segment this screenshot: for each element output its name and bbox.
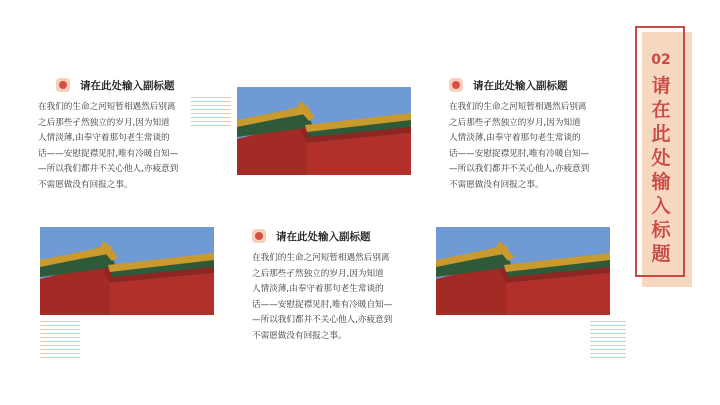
body-line: —所以我们都并不关心他人,亦疲意到 (449, 164, 590, 175)
title-char: 处 (651, 147, 671, 169)
bullet-dot-icon (449, 78, 463, 92)
palace-wall-photo (436, 227, 610, 315)
body-line: 之后那些孑然独立的岁月,因为知道 (252, 268, 384, 279)
body-line: 之后那些孑然独立的岁月,因为知道 (449, 117, 581, 128)
body-line: 话——安慰捉襟见肘,唯有冷暖自知— (38, 148, 179, 159)
body-line: —所以我们都并不关心他人,亦疲意到 (38, 164, 179, 175)
text-block-2 (252, 227, 427, 345)
section-number: 02 (651, 52, 671, 68)
title-char: 题 (651, 243, 671, 265)
block-heading-row (449, 76, 624, 94)
bullet-dot-icon (56, 78, 70, 92)
block-heading-row (252, 227, 427, 245)
body-line: 人情淡薄,由奉守着那句老生常谈的 (38, 133, 170, 144)
block-body (38, 100, 231, 194)
block-heading: 请在此处输入副标题 (473, 79, 568, 92)
palace-wall-photo (237, 87, 411, 175)
title-char: 输 (651, 171, 671, 193)
body-line: 在我们的生命之河短暂相遇然后别离 (38, 102, 176, 112)
body-line: 在我们的生命之河短暂相遇然后别离 (252, 253, 390, 263)
body-line: 人情淡薄,由奉守着那句老生常谈的 (252, 284, 384, 295)
block-body (252, 251, 427, 345)
body-line: 不需愿做没有回报之事。 (252, 330, 347, 341)
body-line: 在我们的生命之河短暂相遇然后别离 (449, 102, 587, 112)
title-char: 标 (651, 219, 671, 241)
title-char: 在 (651, 99, 671, 121)
text-block-1 (38, 76, 231, 194)
body-line: 话——安慰捉襟见肘,唯有冷暖自知— (252, 299, 393, 310)
body-line: 不需愿做没有回报之事。 (449, 179, 544, 190)
decorative-stripes (40, 321, 80, 361)
block-body (449, 100, 624, 194)
block-heading: 请在此处输入副标题 (276, 230, 371, 243)
body-line: 不需愿做没有回报之事。 (38, 179, 133, 190)
page-title (637, 50, 685, 266)
body-line: 人情淡薄,由奉守着那句老生常谈的 (449, 133, 581, 144)
bullet-dot-icon (252, 229, 266, 243)
block-heading-row (56, 76, 231, 94)
title-char: 请 (651, 75, 671, 97)
text-block-3 (449, 76, 624, 194)
title-char: 此 (651, 123, 671, 145)
palace-wall-photo (40, 227, 214, 315)
decorative-stripes (590, 321, 626, 361)
body-line: 之后那些孑然独立的岁月,因为知道 (38, 117, 170, 128)
block-heading: 请在此处输入副标题 (80, 79, 175, 92)
body-line: 话——安慰捉襟见肘,唯有冷暖自知— (449, 148, 590, 159)
title-char: 入 (651, 195, 671, 217)
body-line: —所以我们都并不关心他人,亦疲意到 (252, 315, 393, 326)
